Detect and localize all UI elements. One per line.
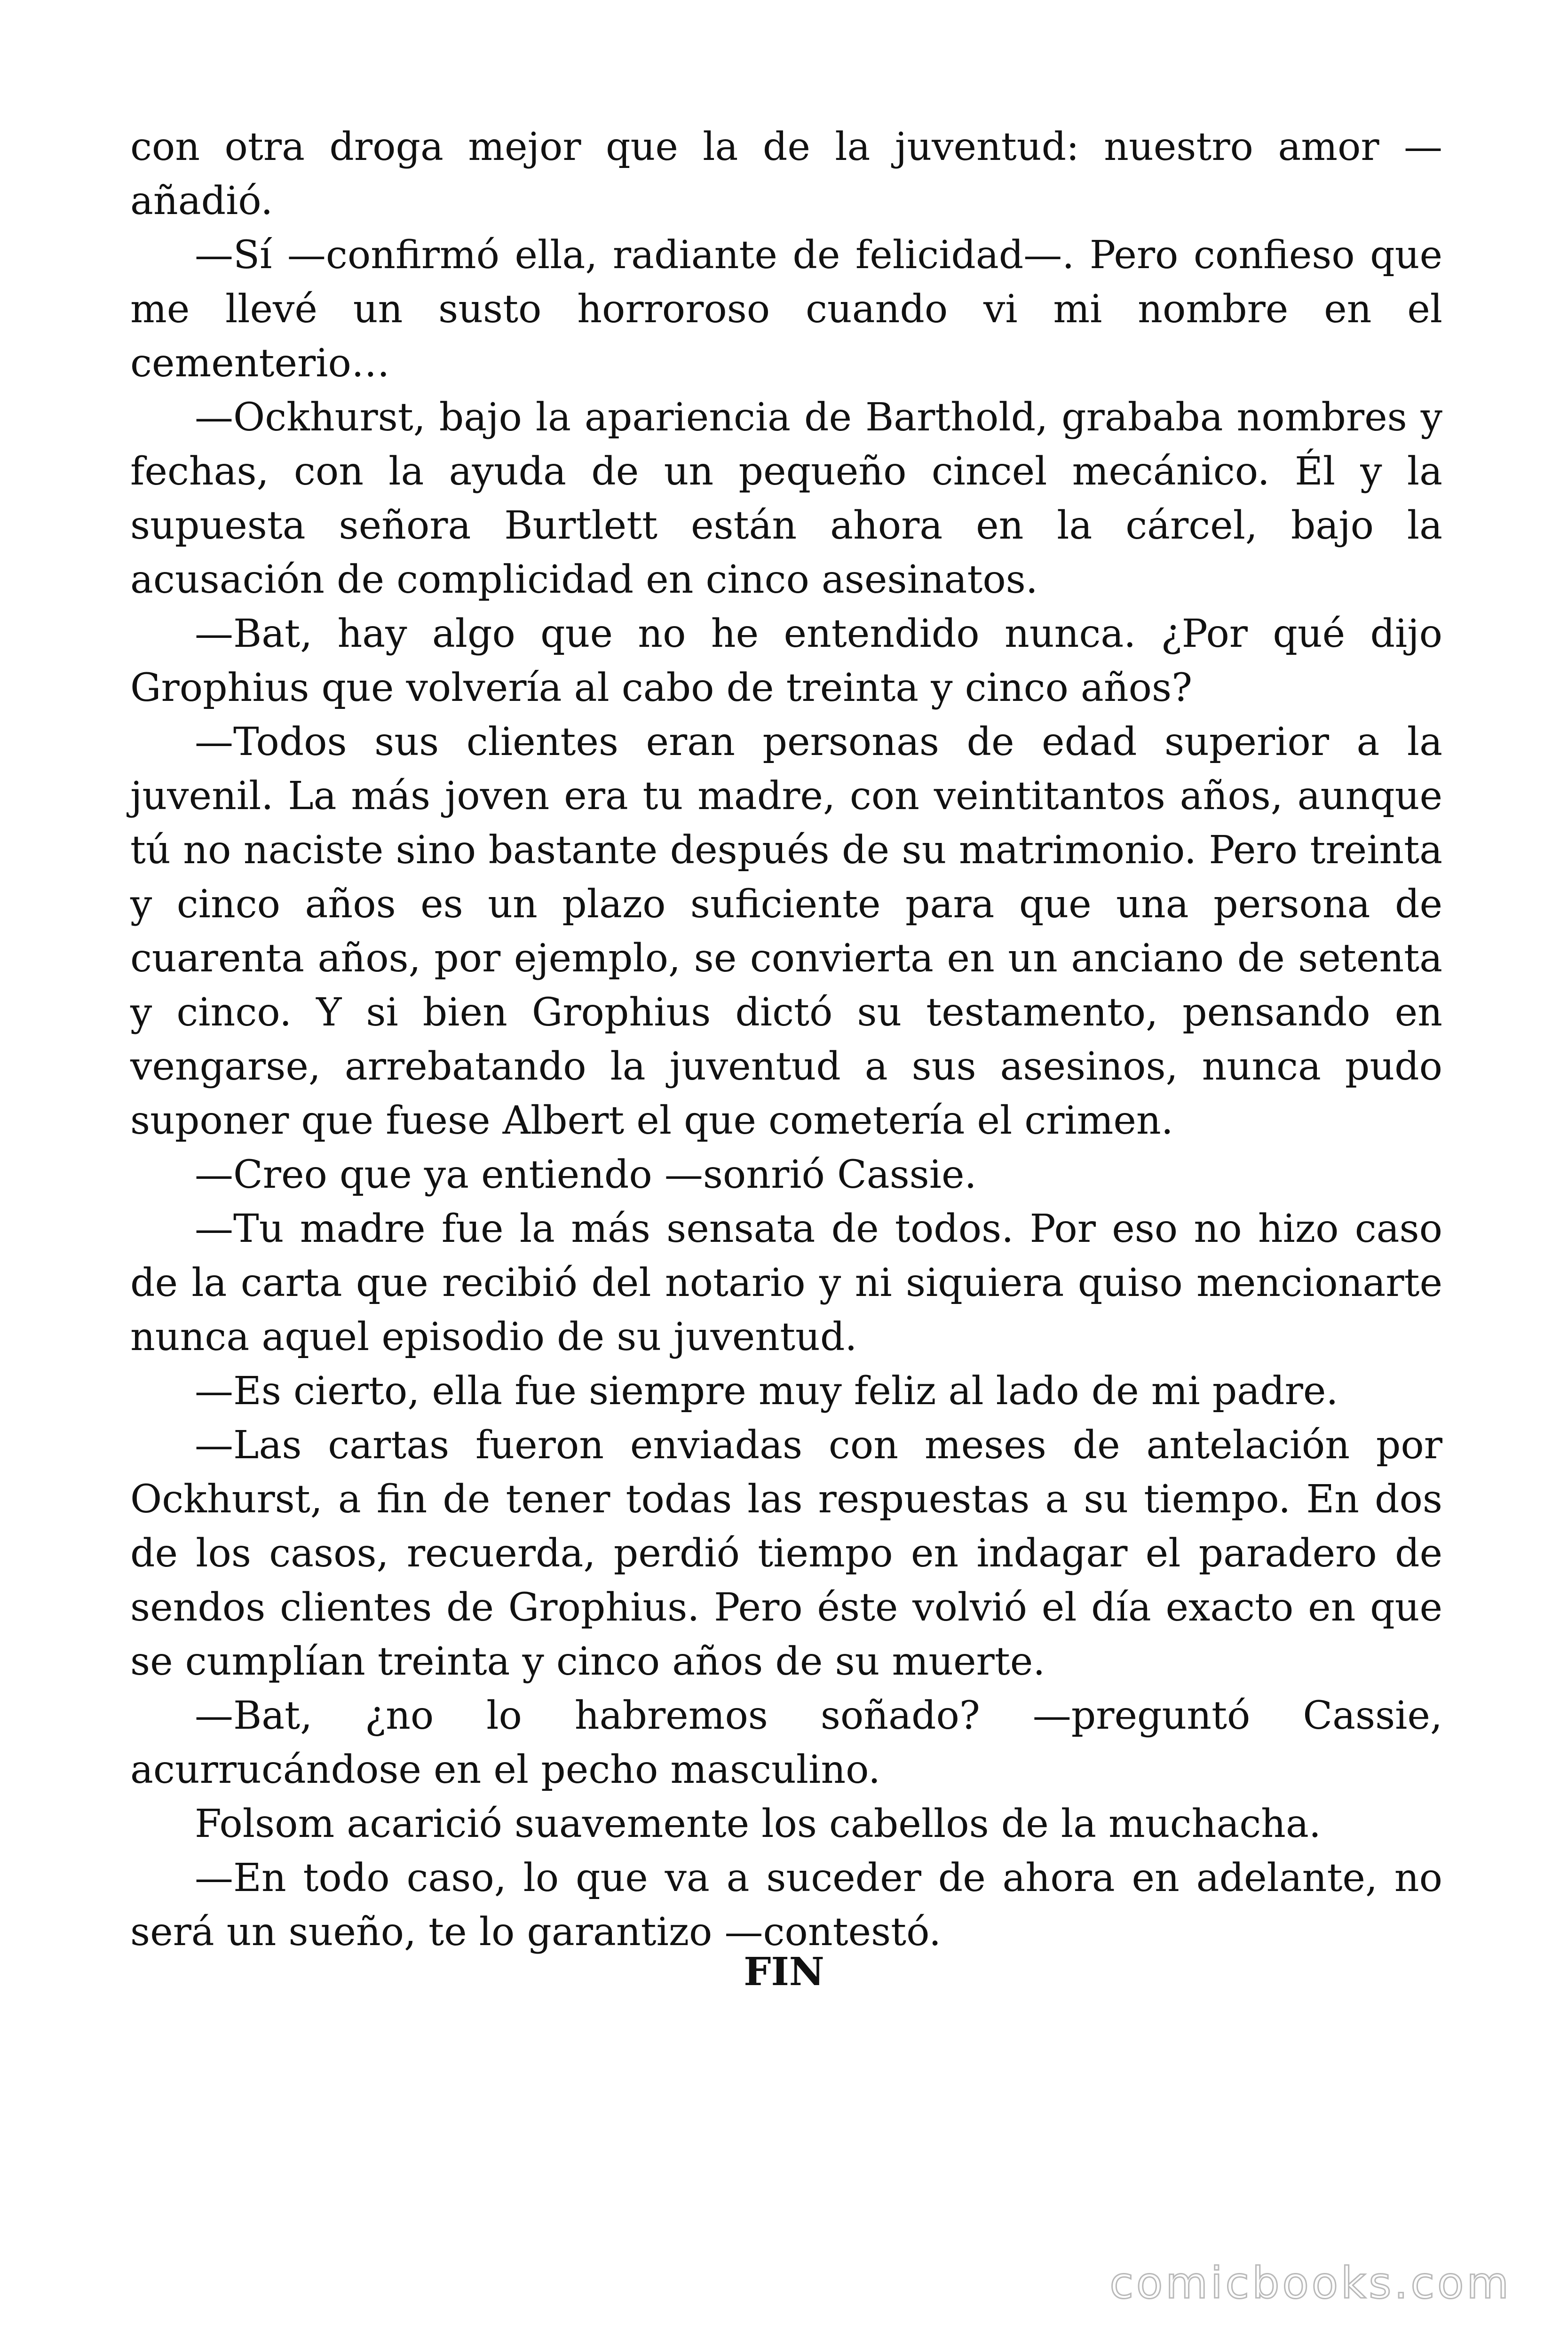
paragraph: con otra droga mejor que la de la juventud: nuestro amor —añadió.	[130, 125, 1442, 223]
paragraph: —Todos sus clientes eran personas de edad superior a la juvenil. La más joven era tu madre, con veintitantos años, aunque tú no naciste sino bastante después de su matrimonio. Pero treinta y cinco años es un plazo suficiente para que una persona de cuarenta años, por ejemplo, se convierta en un anciano de setenta y cinco. Y si bien Grophius dictó su testamento, pensando en vengarse, arrebatando la juventud a sus asesinos, nunca pudo suponer que fuese Albert el que cometería el crimen.	[130, 720, 1442, 1143]
paragraph: —Es cierto, ella fue siempre muy feliz al lado de mi padre.	[195, 1369, 1338, 1414]
paragraph: —Tu madre fue la más sensata de todos. Por eso no hizo caso de la carta que recibió del notario y ni siquiera quiso mencionarte nunca aquel episodio de su juventud.	[130, 1207, 1442, 1359]
body-text	[130, 120, 1442, 1959]
paragraph: —Bat, hay algo que no he entendido nunca. ¿Por qué dijo Grophius que volvería al cabo de treinta y cinco años?	[130, 612, 1442, 710]
paragraph: —Creo que ya entiendo —sonrió Cassie.	[195, 1152, 977, 1197]
paragraph: —Bat, ¿no lo habremos soñado? —preguntó Cassie, acurrucándose en el pecho masculino.	[130, 1693, 1442, 1792]
paragraph: —Sí —confirmó ella, radiante de felicidad—. Pero confieso que me llevé un susto horroroso cuando vi mi nombre en el cementerio…	[130, 233, 1442, 386]
ending-heading: FIN	[744, 1949, 824, 1994]
paragraph: Folsom acarició suavemente los cabellos de la muchacha.	[195, 1802, 1321, 1846]
paragraph: —En todo caso, lo que va a suceder de ahora en adelante, no será un sueño, te lo garantizo —contestó.	[130, 1856, 1442, 1955]
watermark: comicbooks.com	[1109, 2258, 1512, 2308]
paragraph: —Las cartas fueron enviadas con meses de antelación por Ockhurst, a fin de tener todas las respuestas a su tiempo. En dos de los casos, recuerda, perdió tiempo en indagar el paradero de sendos clientes de Grophius. Pero éste volvió el día exacto en que se cumplían treinta y cinco años de su muerte.	[130, 1423, 1442, 1684]
paragraph: —Ockhurst, bajo la apariencia de Barthold, grababa nombres y fechas, con la ayuda de un pequeño cincel mecánico. Él y la supuesta señora Burtlett están ahora en la cárcel, bajo la acusación de complicidad en cinco asesinatos.	[130, 395, 1442, 602]
